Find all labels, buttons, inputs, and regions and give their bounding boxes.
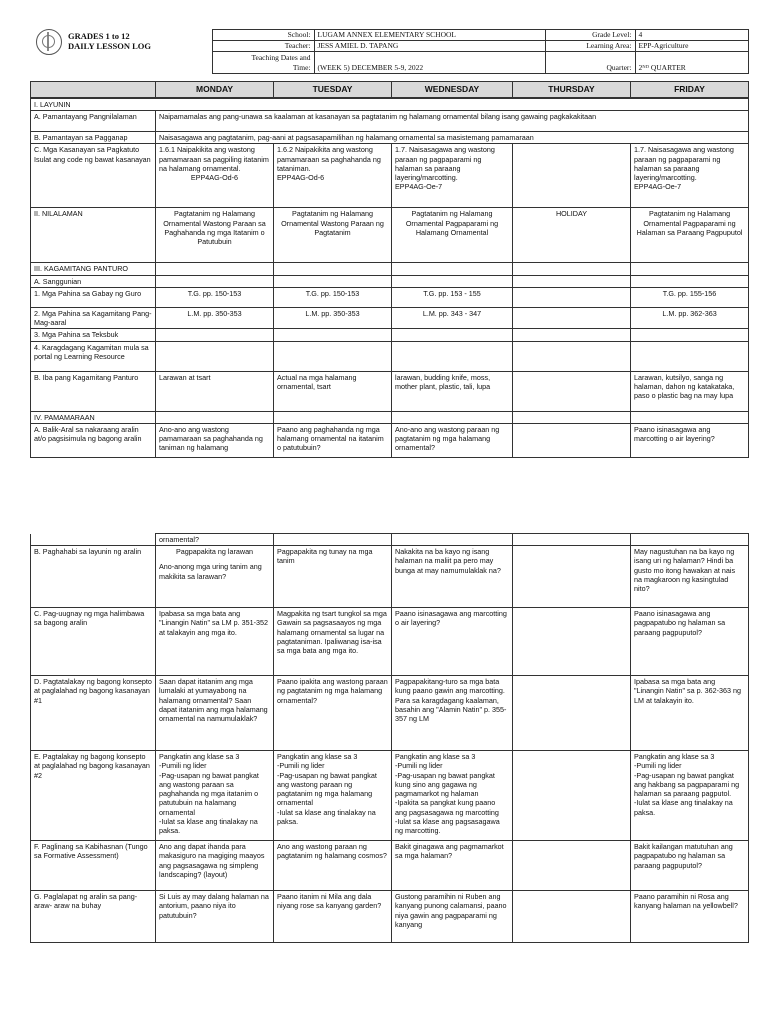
dates-value: (WEEK 5) DECEMBER 5-9, 2022 (314, 52, 545, 74)
table-row: E. Pagtalakay ng bagong konsepto at paglalahad ng bagong kasanayan #2 Pangkatin ang klase sa 3 -Pumili ng lider -Pag-usapan ng bawat pangkat ang wastong paraan sa paghahanda ng mga itatanim o patutubuin na halamang ornamental -Iulat sa klase ang tinalakay na paksa. Pangkatin ang klase sa 3 -Pumili ng lider -Pag-usapan ng bawat pangkat ang wastong paraan ng pagtatanim ng mga halamang ornamental -Iulat sa klase ang tinalakay na paksa. Pangkatin ang klase sa 3 -Pumili ng lider -Pag-usapan ng bawat pangkat kung sino ang gagawa ng pagmamarkot ng halaman -Ipakita sa pangkat kung paano ang pagsasagawa ng marcotting -Iulat sa klase ang pagsasagawa ng marcotting. Pangkatin ang klase sa 3 -Pumili ng lider -Pag-usapan ng bawat pangkat ang hakbang sa pagpaparami ng halaman sa paraang pagputol. -Iulat sa klase ang tinalakay na paksa. (31, 751, 749, 841)
table-row: C. Pag-uugnay ng mga halimbawa sa bagong aralin Ipabasa sa mga bata ang "Linangin Natin" sa LM p. 351-352 at talakayin ang mga ito. Magpakita ng tsart tungkol sa mga Gawain sa pagsasaayos ng mga halamang ornamental sa lugar na pagtataniman. Ipaliwanag isa-isa sa mga bata ang mga ito. Paano isinasagawa ang marcotting o air layering? Paano isinasagawa ang pagpapatubo ng halaman sa paraang pagpuputol? (31, 608, 749, 676)
table-row: 4. Karagdagang Kagamitan mula sa portal ng Learning Resource (31, 341, 749, 371)
table-row: 1. Mga Pahina sa Gabay ng Guro T.G. pp. 150-153 T.G. pp. 150-153 T.G. pp. 153 - 155 T.G. pp. 155-156 (31, 287, 749, 307)
table-row: I. LAYUNIN (31, 99, 749, 111)
header-table: School: LUGAM ANNEX ELEMENTARY SCHOOL Grade Level: 4 Teacher: JESS AMIEL D. TAPANG Learning Area: EPP-Agriculture Teaching Dates and Time: (WEEK 5) DECEMBER 5-9, 2022 Quarter: 2ᴺᴰ QUARTER (30, 29, 749, 74)
table-row: G. Paglalapat ng aralin sa pang-araw- araw na buhay Si Luis ay may dalang halaman na antorium, paano niya ito patutubuin? Paano itanim ni Mila ang dala niyang rose sa kanyang garden? Gustong paramihin ni Ruben ang kanyang punong calamansi, paano niya gawin ang pagpaparami ng kanyang Paano paramihin ni Rosa ang kanyang halaman na yellowbell? (31, 891, 749, 943)
table-row: III. KAGAMITANG PANTURO (31, 263, 749, 275)
form-title: GRADES 1 to 12 DAILY LESSON LOG (68, 31, 151, 51)
table-row: D. Pagtatalakay ng bagong konsepto at paglalahad ng bagong kasanayan #1 Saan dapat itatanim ang mga lumalaki at yumayabong na halamang ornamental? Saan dapat itatanim ang mga halamang ornamental na namumulaklak? Paano ipakita ang wastong paraan ng pagtatanim ng mga halamang ornamental? Pagpapakitang-turo sa mga bata kung paano gawin ang marcotting. Para sa karagdagang kaalaman, basahin ang "Alamin Natin" p. 355-357 ng LM Ipabasa sa mga bata ang "Linangin Natin" sa p. 362-363 ng LM at talakayin ito. (31, 676, 749, 751)
table-row: IV. PAMAMARAAN (31, 411, 749, 423)
header-block (30, 29, 748, 74)
teacher-value: JESS AMIEL D. TAPANG (314, 41, 545, 52)
table-row: F. Paglinang sa Kabihasnan (Tungo sa Formative Assessment) Ano ang dapat ihanda para makasiguro na magiging maayos ang pagsasagawa ng simpleng landscaping? (layout) Ano ang wastong paraan ng pagtatanim ng halamang cosmos? Bakit ginagawa ang pagmamarkot sa mga halaman? Bakit kailangan matutuhan ang pagpapatubo ng halaman sa paraang pagpuputol? (31, 841, 749, 891)
day-monday: MONDAY (156, 82, 274, 98)
table-row: 2. Mga Pahina sa Kagamitang Pang- Mag-aaral L.M. pp. 350-353 L.M. pp. 350-353 L.M. pp. 343 - 347 L.M. pp. 362-363 (31, 307, 749, 328)
table-row: A. Pamantayang Pangnilalaman Naipamamalas ang pang-unawa sa kaalaman at kasanayan sa pagtatanim ng halamang ornamental bilang isang gawaing pagkakakitaan (31, 111, 749, 132)
table-row: A. Sanggunian (31, 275, 749, 287)
day-friday: FRIDAY (631, 82, 749, 98)
day-tuesday: TUESDAY (274, 82, 392, 98)
table-row: B. Iba pang Kagamitang Panturo Larawan at tsart Actual na mga halamang ornamental, tsart larawan, budding knife, moss, mother plant, plastic, tali, lupa Larawan, kutsilyo, sanga ng halaman, dahon ng katakataka, paso o plastic bag na may lupa (31, 371, 749, 411)
table-row: II. NILALAMAN Pagtatanim ng Halamang Ornamental Wastong Paraan sa Paghahanda ng mga Itatanim o Patutubuin Pagtatanim ng Halamang Ornamental Wastong Paraan ng Pagtatanim Pagtatanim ng Halamang Ornamental Pagpaparami ng Halamang Ornamental HOLIDAY Pagtatanim ng Halamang Ornamental Pagpaparami ng Halaman sa Paraang Pagpuputol (31, 208, 749, 263)
table-row: B. Pamantayan sa Pagganap Naisasagawa ang pagtatanim, pag-aani at pagsasapamilihan ng halamang ornamental sa masistemang pamamaraan (31, 132, 749, 144)
day-thursday: THURSDAY (513, 82, 631, 98)
table-row: A. Balik-Aral sa nakaraang aralin at/o pagsisimula ng bagong aralin Ano-ano ang wastong pamamaraan sa paghahanda ng taniman ng halamang Paano ang paghahanda ng mga halamang ornamental na itatanim o patutubuin? Ano-ano ang wastong paraan ng pagtatanim ng mga halamang ornamental? Paano isinasagawa ang marcotting o air layering? (31, 423, 749, 457)
area-value: EPP-Agriculture (635, 41, 748, 52)
grade-value: 4 (635, 30, 748, 41)
table-row: B. Paghahabi sa layunin ng aralin Pagpapakita ng larawan Ano-anong mga uring tanim ang makikita sa larawan? Pagpapakita ng tunay na mga tanim Nakakita na ba kayo ng isang halaman na maliit pa pero may bunga at may namumulaklak na? May nagustuhan na ba kayo ng isang uri ng halaman? Hindi ba gusto mo itong hawakan at nais na magkaroon ng kasingtulad nito? (31, 546, 749, 608)
day-wednesday: WEDNESDAY (392, 82, 513, 98)
lesson-table-page-2 (30, 533, 748, 943)
table-row: ornamental? (31, 534, 749, 546)
school-value: LUGAM ANNEX ELEMENTARY SCHOOL (314, 30, 545, 41)
days-header (30, 81, 748, 98)
quarter-value: 2ᴺᴰ QUARTER (635, 52, 748, 74)
table-row: 3. Mga Pahina sa Teksbuk (31, 329, 749, 341)
lesson-table-page-1 (30, 98, 748, 458)
table-row: C. Mga Kasanayan sa Pagkatuto Isulat ang code ng bawat kasanayan 1.6.1 Naipakikita ang wastong pamamaraan sa pagpiling itatanim na halamang ornamental. EPP4AG-Od-6 1.6.2 Naipakikita ang wastong pamamaraan sa paghahanda ng tataniman. EPP4AG-Od-6 1.7. Naisasagawa ang wastong paraan ng pagpaparami ng halaman sa paraang layering/marcotting. EPP4AG-Oe-7 1.7. Naisasagawa ang wastong paraan ng pagpaparami ng halaman sa paraang layering/marcotting. EPP4AG-Oe-7 (31, 144, 749, 208)
